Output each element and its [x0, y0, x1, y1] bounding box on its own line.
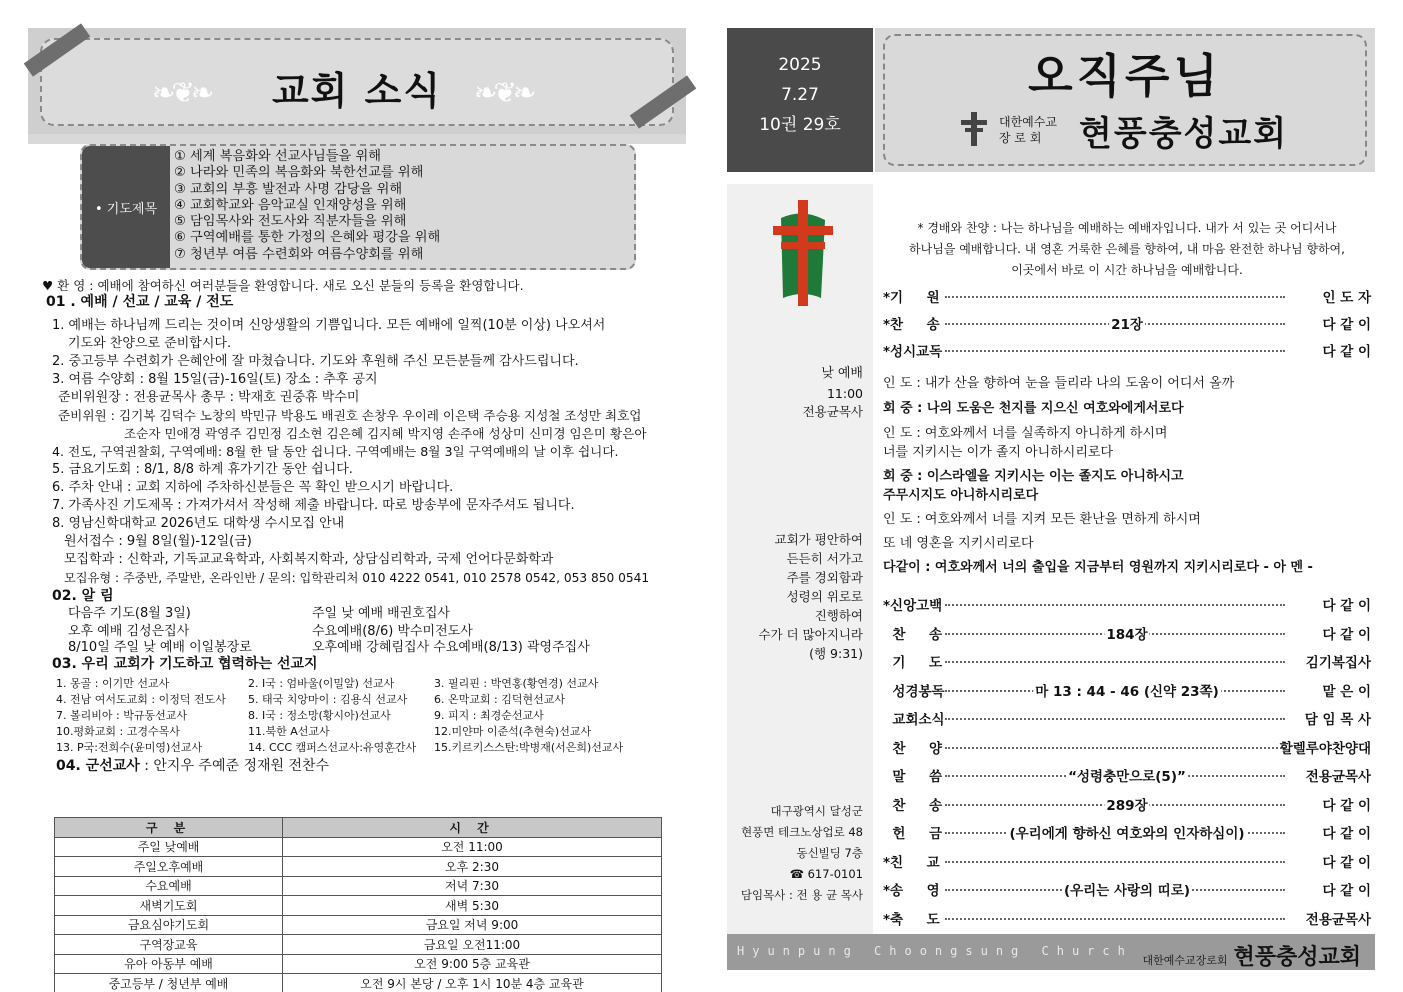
order-person: 다 같 이: [1322, 344, 1371, 360]
intro-line: 하나님을 예배합니다. 내 영혼 거룩한 은혜를 향하여, 내 마음 완전한 하나님 향하여,: [909, 242, 1345, 256]
military-missionaries: [56, 758, 329, 774]
church-name: 현풍충성교회: [1079, 114, 1289, 154]
order-row: [883, 851, 1371, 871]
order-row: [883, 794, 1371, 814]
reading-line: 또 네 영혼을 지키시리로다: [883, 536, 1034, 551]
table-cell: 오전 9시 본당 / 오후 1시 10분 4층 교육관: [283, 974, 662, 992]
order-person: 할렐루야찬양대: [1279, 740, 1371, 757]
order-person: 다 같 이: [1322, 883, 1371, 899]
order-person: 다 같 이: [1322, 598, 1371, 614]
notice-item: 오후 예배 김성은집사: [68, 624, 190, 639]
mission-item: 4. 전남 여서도교회 : 이정덕 전도사: [56, 693, 226, 706]
mission-item: 7. 볼리비아 : 박규동선교사: [56, 709, 187, 722]
order-person: 다 같 이: [1322, 317, 1371, 333]
section-title: 01 . 예배 / 선교 / 교육 / 전도: [46, 294, 234, 310]
notice-item: 오후예배 강혜림집사 수요예배(8/13) 곽영주집사: [312, 640, 590, 655]
news-line: 2. 중고등부 수련회가 은혜안에 잘 마쳤습니다. 기도와 후원해 주신 모든분들께 감사드립니다.: [52, 354, 579, 369]
order-label: 찬 송: [883, 797, 942, 814]
order-detail: 289장: [1104, 794, 1149, 814]
bulletin-footer: [727, 934, 1375, 970]
verse-line: (행 9:31): [809, 646, 863, 661]
service-time: 11:00: [826, 386, 863, 401]
table-row: [55, 857, 662, 877]
order-row: [883, 765, 1371, 785]
news-header: [28, 28, 686, 134]
address-line: ☎ 617-0101: [789, 867, 863, 881]
mission-item: 10.평화교회 : 고경수목사: [56, 725, 180, 738]
intro-line: * 경배와 찬양 : 나는 하나님을 예배하는 예배자입니다. 내가 서 있는 곳 어디서나: [917, 221, 1337, 235]
table-row: [55, 954, 662, 974]
notice-item: 8/10일 주일 낮 예배 이일봉장로: [68, 640, 252, 655]
order-person: 다 같 이: [1322, 626, 1371, 643]
table-row: [55, 915, 662, 935]
order-row: [883, 737, 1371, 757]
address-line: 대구광역시 달성군: [770, 804, 863, 818]
order-label: *축 도: [883, 911, 940, 928]
mission-item: 2. I국 : 엄바울(이밀알) 선교사: [248, 677, 395, 690]
table-cell: 오전 11:00: [283, 837, 662, 857]
table-cell: 저녁 7:30: [283, 876, 662, 896]
verse-line: 교회가 평안하여: [774, 532, 863, 547]
service-time-table: [54, 817, 662, 992]
section-title: 02. 알 림: [52, 588, 114, 604]
table-row: [55, 837, 662, 857]
side-column: [727, 184, 873, 934]
order-person: 맡 은 이: [1322, 683, 1371, 700]
verse-line: 진행하여: [814, 608, 863, 623]
prayer-item: ⑤ 담임목사와 전도사와 직분자들을 위해: [174, 214, 407, 230]
service-leader: 전용균목사: [802, 404, 863, 419]
news-body: [28, 144, 686, 991]
mission-item: 13. P국:전희수(윤미영)선교사: [56, 741, 203, 754]
table-cell: 새벽 5:30: [283, 896, 662, 916]
section-title-text: 03. 우리 교회가 기도하고 협력하는 선교지: [52, 656, 318, 672]
news-line: 6. 주차 안내 : 교회 지하에 주차하신분들은 꼭 확인 받으시기 바랍니다.: [52, 480, 454, 495]
footer-church: [1142, 940, 1361, 971]
verse-line: 수가 더 많아지니라: [758, 627, 863, 642]
order-detail: 184장: [1104, 623, 1149, 643]
order-label: *신앙고백: [883, 598, 943, 614]
table-cell: 새벽기도회: [55, 896, 283, 916]
prayer-box: [80, 144, 636, 270]
table-cell: 주일오후예배: [55, 857, 283, 877]
order-label: *기 원: [883, 290, 940, 306]
order-label: *성시교독: [883, 344, 943, 360]
cross-logo-icon: [959, 112, 989, 146]
news-line: 기도와 찬양으로 준비합시다.: [68, 336, 232, 351]
mission-item: 14. CCC 캠퍼스선교사:유영훈간사: [248, 741, 417, 754]
reading-line: 인 도 : 여호와께서 너를 실족하지 아니하게 하시며: [883, 426, 1168, 441]
order-row: [883, 286, 1371, 306]
order-row: [883, 594, 1371, 614]
order-label: *송 영: [883, 883, 940, 899]
table-cell: 금요심야기도회: [55, 915, 283, 935]
mission-item: 11.북한 A선교사: [248, 725, 330, 738]
news-line: 8. 영남신학대학교 2026년도 대학생 수시모집 안내: [52, 516, 345, 531]
order-person: 다 같 이: [1322, 826, 1371, 842]
order-label: 성경봉독: [883, 683, 945, 700]
order-person: 전용균목사: [1305, 769, 1371, 785]
table-cell: 유아 아동부 예배: [55, 954, 283, 974]
table-cell: 구역장교육: [55, 935, 283, 955]
mission-item: 3. 필리핀 : 박연홍(황연경) 선교사: [434, 677, 599, 690]
address-line: 동신빌딩 7층: [796, 846, 863, 860]
dotted-leader: [945, 661, 1285, 663]
table-cell: 오후 2:30: [283, 857, 662, 877]
order-row: [883, 708, 1371, 728]
table-header: 시 간: [283, 818, 662, 838]
footer-english-name: Hyunpung Choongsung Church: [737, 944, 1133, 958]
order-row: [883, 908, 1371, 928]
prayer-item: ③ 교회의 부흥 발전과 사명 감당을 위해: [174, 181, 403, 197]
intro-line: 이곳에서 바로 이 시간 하나님을 예배합니다.: [1011, 263, 1243, 277]
mission-item: 12.미얀마 이준석(추현숙)선교사: [434, 725, 592, 738]
table-cell: 오전 9:00 5층 교육관: [283, 954, 662, 974]
address-line: 담임목사 : 전 용 균 목사: [740, 888, 863, 902]
church-cross-icon: [763, 198, 843, 308]
bulletin-header: [875, 28, 1375, 172]
table-cell: 중고등부 / 청년부 예배: [55, 974, 283, 992]
dotted-leader: [945, 747, 1285, 749]
issue-volume: 10권 29호: [759, 115, 841, 135]
worship-order-page: [727, 184, 1375, 970]
issue-date: 7.27: [781, 85, 819, 105]
mission-item: 9. 피지 : 최경순선교사: [434, 709, 544, 722]
reading-line: 인 도 : 여호와께서 너를 지켜 모든 환난을 면하게 하시며: [883, 512, 1201, 527]
prayer-item: ② 나라와 민족의 복음화와 북한선교를 위해: [174, 165, 424, 181]
vine-icon: ❧❦❧: [474, 76, 533, 109]
order-row: [883, 822, 1371, 842]
order-label: 말 씀: [883, 769, 942, 785]
footer-denomination: 대한예수교장로회: [1142, 954, 1228, 967]
dotted-leader: [945, 918, 1285, 920]
order-row: [883, 340, 1371, 360]
order-person: 인 도 자: [1322, 290, 1371, 306]
table-cell: 주일 낮예배: [55, 837, 283, 857]
mission-item: 8. I국 : 정소망(황시아)선교사: [248, 709, 391, 722]
order-label: 헌 금: [883, 826, 942, 842]
left-page: [28, 28, 686, 991]
footer-church-name: 현풍충성교회: [1233, 944, 1361, 970]
reading-line: 다같이 : 여호와께서 너의 출입을 지금부터 영원까지 지키시리로다 - 아 멘 -: [883, 560, 1313, 575]
reading-line: 회 중 : 이스라엘을 지키시는 이는 졸지도 아니하시고: [883, 469, 1184, 484]
intro-text: [887, 218, 1367, 281]
prayer-item: ④ 교회학교와 음악교실 인재양성을 위해: [174, 197, 407, 213]
news-line: 모집학과 : 신학과, 기독교교육학과, 사회복지학과, 상담심리학과, 국제 언어다문화학과: [64, 552, 554, 567]
verse-line: 든든히 서가고: [786, 551, 863, 566]
issue-year: 2025: [778, 55, 822, 75]
mission-item: 6. 온막교회 : 김덕현선교사: [434, 693, 565, 706]
news-line: 원서접수 : 9월 8일(월)-12일(금): [64, 534, 252, 549]
verse-line: 주를 경외함과: [786, 570, 863, 585]
news-line: 4. 전도, 구역권찰회, 구역예배: 8월 한 달 동안 쉽니다. 구역예배는 8월 3일 구역예배의 날 이후 쉽니다.: [52, 444, 619, 459]
order-person: 전용균목사: [1305, 911, 1371, 928]
order-label: *찬 송: [883, 317, 940, 333]
reading-line: 회 중 : 나의 도움은 천지를 지으신 여호와에게서로다: [883, 401, 1184, 416]
bulletin-title: 오직주님: [1028, 49, 1222, 103]
denomination-line: 대한예수교: [999, 115, 1057, 129]
table-cell: 금요일 저녁 9:00: [283, 915, 662, 935]
news-line: 준비위원 : 김기복 김덕수 노창의 박민규 박용도 배권호 손창우 우이레 이은택 주승용 지성철 조성만 최호업: [58, 408, 642, 423]
prayer-item: ① 세계 복음화와 선교사님들을 위해: [174, 149, 381, 164]
dotted-leader: [945, 350, 1285, 352]
news-line: 1. 예배는 하나님께 드리는 것이며 신앙생활의 기쁨입니다. 모든 예배에 일찍(10분 이상) 나오셔서: [52, 318, 606, 333]
vine-icon: ❧❦❧: [152, 76, 211, 109]
order-label: *친 교: [883, 854, 940, 871]
table-header-row: [55, 818, 662, 838]
order-row: [883, 879, 1371, 899]
order-label: 찬 양: [883, 740, 942, 757]
order-detail: (우리는 사랑의 띠로): [1062, 879, 1192, 899]
news-line: 5. 금요기도회 : 8/1, 8/8 하계 휴가기간 동안 쉽니다.: [52, 462, 353, 477]
denomination: [999, 114, 1057, 146]
mission-item: 15.키르키스스탄:박병재(서은희)선교사: [434, 741, 624, 754]
mission-item: 1. 몽골 : 이기만 선교사: [56, 677, 170, 690]
order-label: 교회소식: [883, 712, 945, 728]
mission-item: 5. 태국 치앙마이 : 김용식 선교사: [248, 693, 408, 706]
news-line: 모집유형 : 주중반, 주말반, 온라인반 / 문의: 입학관리처 010 4222 0541, 010 2578 0542, 053 850 0541: [64, 571, 650, 585]
order-detail: (우리에게 향하신 여호와의 인자하심이): [1007, 822, 1246, 842]
table-header: 구 분: [55, 818, 283, 838]
order-row: [883, 680, 1371, 700]
address-line: 현풍면 테크노상업로 48: [741, 825, 863, 839]
table-row: [55, 974, 662, 992]
issue-date-box: [727, 28, 873, 172]
order-row: [883, 651, 1371, 671]
news-line: 조순자 민애경 곽영주 김민정 김소현 김은혜 김지혜 박지영 손주애 성상미 신미경 임은미 황은아: [124, 426, 647, 441]
news-line: 준비위원장 : 전용균목사 총무 : 박재호 권중휴 박수미: [58, 390, 360, 405]
reading-line: 주무시지도 아니하시리로다: [883, 488, 1039, 503]
order-detail: “성령충만으로(5)”: [1066, 765, 1188, 785]
order-person: 김기복집사: [1305, 655, 1371, 671]
reading-line: 너를 지키시는 이가 졸지 아니하시리로다: [883, 445, 1114, 460]
prayer-label: • 기도제목: [82, 146, 170, 268]
news-line: 3. 여름 수양회 : 8월 15일(금)-16일(토) 장소 : 추후 공지: [52, 372, 378, 387]
order-person: 담 임 목 사: [1304, 712, 1371, 728]
dotted-leader: [945, 861, 1285, 863]
order-detail: 21장: [1109, 313, 1145, 333]
welcome-text: ♥ 환 영 : 예배에 참여하신 여러분들을 환영합니다. 새로 오신 분들의 등록을 환영합니다.: [42, 278, 524, 293]
dotted-leader: [945, 604, 1285, 606]
verse-line: 성령의 위로로: [786, 589, 863, 604]
prayer-list: [174, 149, 440, 263]
order-label: 찬 송: [883, 626, 942, 643]
table-row: [55, 935, 662, 955]
prayer-item: ⑦ 청년부 여름 수련회와 여름수양회를 위해: [174, 246, 424, 262]
order-person: 다 같 이: [1322, 797, 1371, 814]
denomination-line: 장 로 회: [999, 131, 1042, 145]
notice-item: 다음주 기도(8월 3일): [68, 606, 191, 621]
reading-line: 인 도 : 내가 산을 향하여 눈을 들리라 나의 도움이 어디서 올까: [883, 376, 1235, 391]
order-person: 다 같 이: [1322, 854, 1371, 871]
table-cell: 수요예배: [55, 876, 283, 896]
table-row: [55, 876, 662, 896]
section-title: [52, 656, 318, 672]
notice-item: 주일 낮 예배 배권호집사: [312, 606, 450, 621]
prayer-item: ⑥ 구역예배를 통한 가정의 은혜와 평강을 위해: [174, 230, 441, 246]
page-title: 교회 소식: [271, 69, 443, 113]
order-label: 기 도: [883, 655, 942, 671]
order-row: [883, 313, 1371, 333]
order-row: [883, 623, 1371, 643]
order-detail: 마 13 : 44 - 46 (신약 23쪽): [1033, 680, 1221, 700]
dotted-leader: [945, 296, 1285, 298]
table-row: [55, 896, 662, 916]
news-line: 7. 가족사진 기도제목 : 가져가셔서 작성해 제출 바랍니다. 따로 방송부에 문자주셔도 됩니다.: [52, 498, 575, 513]
service-label: 낮 예배: [821, 366, 863, 381]
notice-item: 수요예배(8/6) 박수미전도사: [312, 624, 473, 639]
table-cell: 금요일 오전11:00: [283, 935, 662, 955]
section-title: 04. 군선교사: [56, 758, 140, 774]
dotted-leader: [945, 718, 1285, 720]
military-names: : 안지우 주예준 정재원 전찬수: [139, 758, 330, 774]
